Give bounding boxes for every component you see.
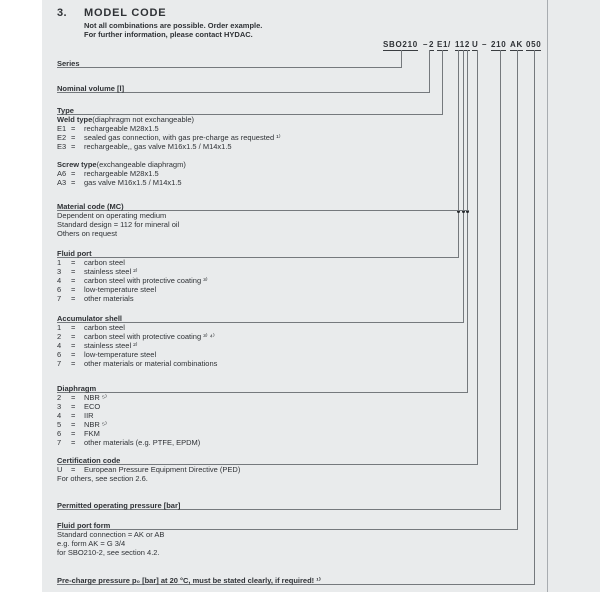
code-line: [57, 438, 527, 447]
subheading-bold: Screw type: [57, 160, 97, 169]
equals-sign: =: [71, 258, 76, 267]
code-description: NBR ⁵⁾: [84, 420, 107, 429]
code-value: A6: [57, 169, 67, 178]
code-line: [57, 359, 527, 368]
section-fluid-port-form: [57, 521, 527, 557]
code-line: [57, 294, 527, 303]
text-line: Others on request: [57, 229, 118, 238]
section-material-code-mc: [57, 202, 527, 238]
equals-sign: =: [71, 393, 76, 402]
section-heading: Fluid port: [57, 249, 92, 258]
spacer: [57, 151, 527, 160]
equals-sign: =: [71, 142, 76, 151]
code-line: [57, 169, 527, 178]
equals-sign: =: [71, 350, 76, 359]
code-description: IIR: [84, 411, 94, 420]
code-description: FKM: [84, 429, 100, 438]
model-code-segment-2: 2: [429, 40, 435, 49]
code-value: E2: [57, 133, 67, 142]
equals-sign: =: [71, 411, 76, 420]
code-value: 6: [57, 350, 62, 359]
equals-sign: =: [71, 429, 76, 438]
text-line: Standard connection = AK or AB: [57, 530, 165, 539]
section-heading: Diaphragm: [57, 384, 97, 393]
section-heading: Permitted operating pressure [bar]: [57, 501, 181, 510]
code-value: 1: [57, 258, 62, 267]
equals-sign: =: [71, 359, 76, 368]
code-value: 3: [57, 267, 62, 276]
section-heading: Nominal volume [l]: [57, 84, 125, 93]
code-line: [57, 402, 527, 411]
code-line: [57, 350, 527, 359]
code-line: [57, 267, 527, 276]
equals-sign: =: [71, 267, 76, 276]
page-title: MODEL CODE: [84, 7, 167, 19]
code-line: [57, 332, 527, 341]
code-value: 1: [57, 323, 62, 332]
text-line: Standard design = 112 for mineral oil: [57, 220, 180, 229]
code-line: [57, 142, 527, 151]
model-code-segment-: /: [448, 40, 451, 49]
code-description: carbon steel with protective coating ³⁾ ⁴⁾: [84, 332, 215, 341]
code-description: other materials: [84, 294, 134, 303]
code-description: carbon steel with protective coating ³⁾: [84, 276, 208, 285]
code-value: 3: [57, 402, 62, 411]
code-value: 5: [57, 420, 62, 429]
subheading-bold: Weld type: [57, 115, 93, 124]
code-line: [57, 465, 527, 474]
code-line: [57, 124, 527, 133]
code-description: carbon steel: [84, 323, 125, 332]
equals-sign: =: [71, 323, 76, 332]
subheading-line: [57, 160, 527, 169]
code-line: [57, 178, 527, 187]
code-line: [57, 429, 527, 438]
code-description: other materials or material combinations: [84, 359, 218, 368]
code-description: rechargeable M28x1.5: [84, 124, 159, 133]
model-code-segment-: –: [482, 40, 488, 49]
equals-sign: =: [71, 332, 76, 341]
code-line: [57, 285, 527, 294]
section-heading: Material code (MC): [57, 202, 124, 211]
section-number: 3.: [57, 7, 67, 19]
model-code-segment-u: U: [472, 40, 479, 49]
text-line: Dependent on operating medium: [57, 211, 167, 220]
code-description: other materials (e.g. PTFE, EPDM): [84, 438, 201, 447]
section-heading: Series: [57, 59, 80, 68]
code-description: ECO: [84, 402, 101, 411]
code-value: 4: [57, 341, 62, 350]
section-type: [57, 106, 527, 187]
equals-sign: =: [71, 402, 76, 411]
model-code-segment-210: 210: [491, 40, 507, 49]
code-description: low-temperature steel: [84, 350, 157, 359]
code-description: NBR ⁵⁾: [84, 393, 107, 402]
code-value: 7: [57, 438, 62, 447]
section-fluid-port: [57, 249, 527, 303]
section-heading: Certification code: [57, 456, 121, 465]
equals-sign: =: [71, 133, 76, 142]
model-code-segment-: –: [423, 40, 429, 49]
code-value: U: [57, 465, 63, 474]
text-line: For others, see section 2.6.: [57, 474, 148, 483]
header-note-2: For further information, please contact HYDAC.: [84, 30, 253, 39]
section-certification-code: [57, 456, 527, 483]
section-diaphragm: [57, 384, 527, 447]
code-value: 6: [57, 429, 62, 438]
code-description: stainless steel ²⁾: [84, 267, 138, 276]
model-code-segment-e1: E1: [437, 40, 449, 49]
page-right-border: [547, 0, 548, 592]
code-value: E1: [57, 124, 67, 133]
code-description: low-temperature steel: [84, 285, 157, 294]
code-value: 4: [57, 411, 62, 420]
code-value: 4: [57, 276, 62, 285]
section-heading: Accumulator shell: [57, 314, 123, 323]
code-value: 7: [57, 294, 62, 303]
document-page: [42, 0, 600, 592]
subheading-line: [57, 115, 527, 124]
code-line: [57, 323, 527, 332]
section-heading: Type: [57, 106, 74, 115]
code-description: rechargeable M28x1.5: [84, 169, 159, 178]
equals-sign: =: [71, 438, 76, 447]
code-line: [57, 276, 527, 285]
section-heading: Pre-charge pressure p₀ [bar] at 20 °C, must be stated clearly, if required! ¹⁾: [57, 576, 321, 585]
code-line: [57, 393, 527, 402]
equals-sign: =: [71, 294, 76, 303]
code-line: [57, 258, 527, 267]
model-code-segment-sbo210: SBO210: [383, 40, 418, 49]
equals-sign: =: [71, 169, 76, 178]
model-code-segment-ak: AK: [510, 40, 523, 49]
code-description: carbon steel: [84, 258, 125, 267]
equals-sign: =: [71, 124, 76, 133]
section-heading: Fluid port form: [57, 521, 111, 530]
code-description: gas valve M16x1.5 / M14x1.5: [84, 178, 182, 187]
code-value: A3: [57, 178, 67, 187]
equals-sign: =: [71, 341, 76, 350]
text-line: e.g. form AK = G 3/4: [57, 539, 126, 548]
code-line: [57, 411, 527, 420]
section-nominal-volume-l: [57, 84, 527, 93]
code-description: rechargeable,, gas valve M16x1.5 / M14x1.5: [84, 142, 232, 151]
code-line: [57, 133, 527, 142]
code-line: [57, 420, 527, 429]
code-value: 7: [57, 359, 62, 368]
header-note-1: Not all combinations are possible. Order example.: [84, 21, 263, 30]
code-description: European Pressure Equipment Directive (PED): [84, 465, 241, 474]
section-pre-charge-pressure-p-bar-at-20-c-must-b: [57, 576, 527, 585]
code-value: E3: [57, 142, 67, 151]
subheading-rest: (exchangeable diaphragm): [96, 160, 186, 169]
code-description: stainless steel ²⁾: [84, 341, 138, 350]
equals-sign: =: [71, 420, 76, 429]
equals-sign: =: [71, 285, 76, 294]
code-value: 6: [57, 285, 62, 294]
subheading-rest: (diaphragm not exchangeable): [92, 115, 195, 124]
code-description: sealed gas connection, with gas pre-charge as requested ¹⁾: [84, 133, 281, 142]
equals-sign: =: [71, 178, 76, 187]
equals-sign: =: [71, 276, 76, 285]
section-series: [57, 59, 527, 68]
model-code-segment-050: 050: [526, 40, 542, 49]
code-line: [57, 341, 527, 350]
section-accumulator-shell: [57, 314, 527, 368]
code-value: 2: [57, 332, 62, 341]
equals-sign: =: [71, 465, 76, 474]
connector-line: [534, 50, 535, 585]
model-code-segment-112: 112: [455, 40, 471, 49]
text-line: for SBO210-2, see section 4.2.: [57, 548, 160, 557]
code-value: 2: [57, 393, 62, 402]
section-permitted-operating-pressure-bar: [57, 501, 527, 510]
